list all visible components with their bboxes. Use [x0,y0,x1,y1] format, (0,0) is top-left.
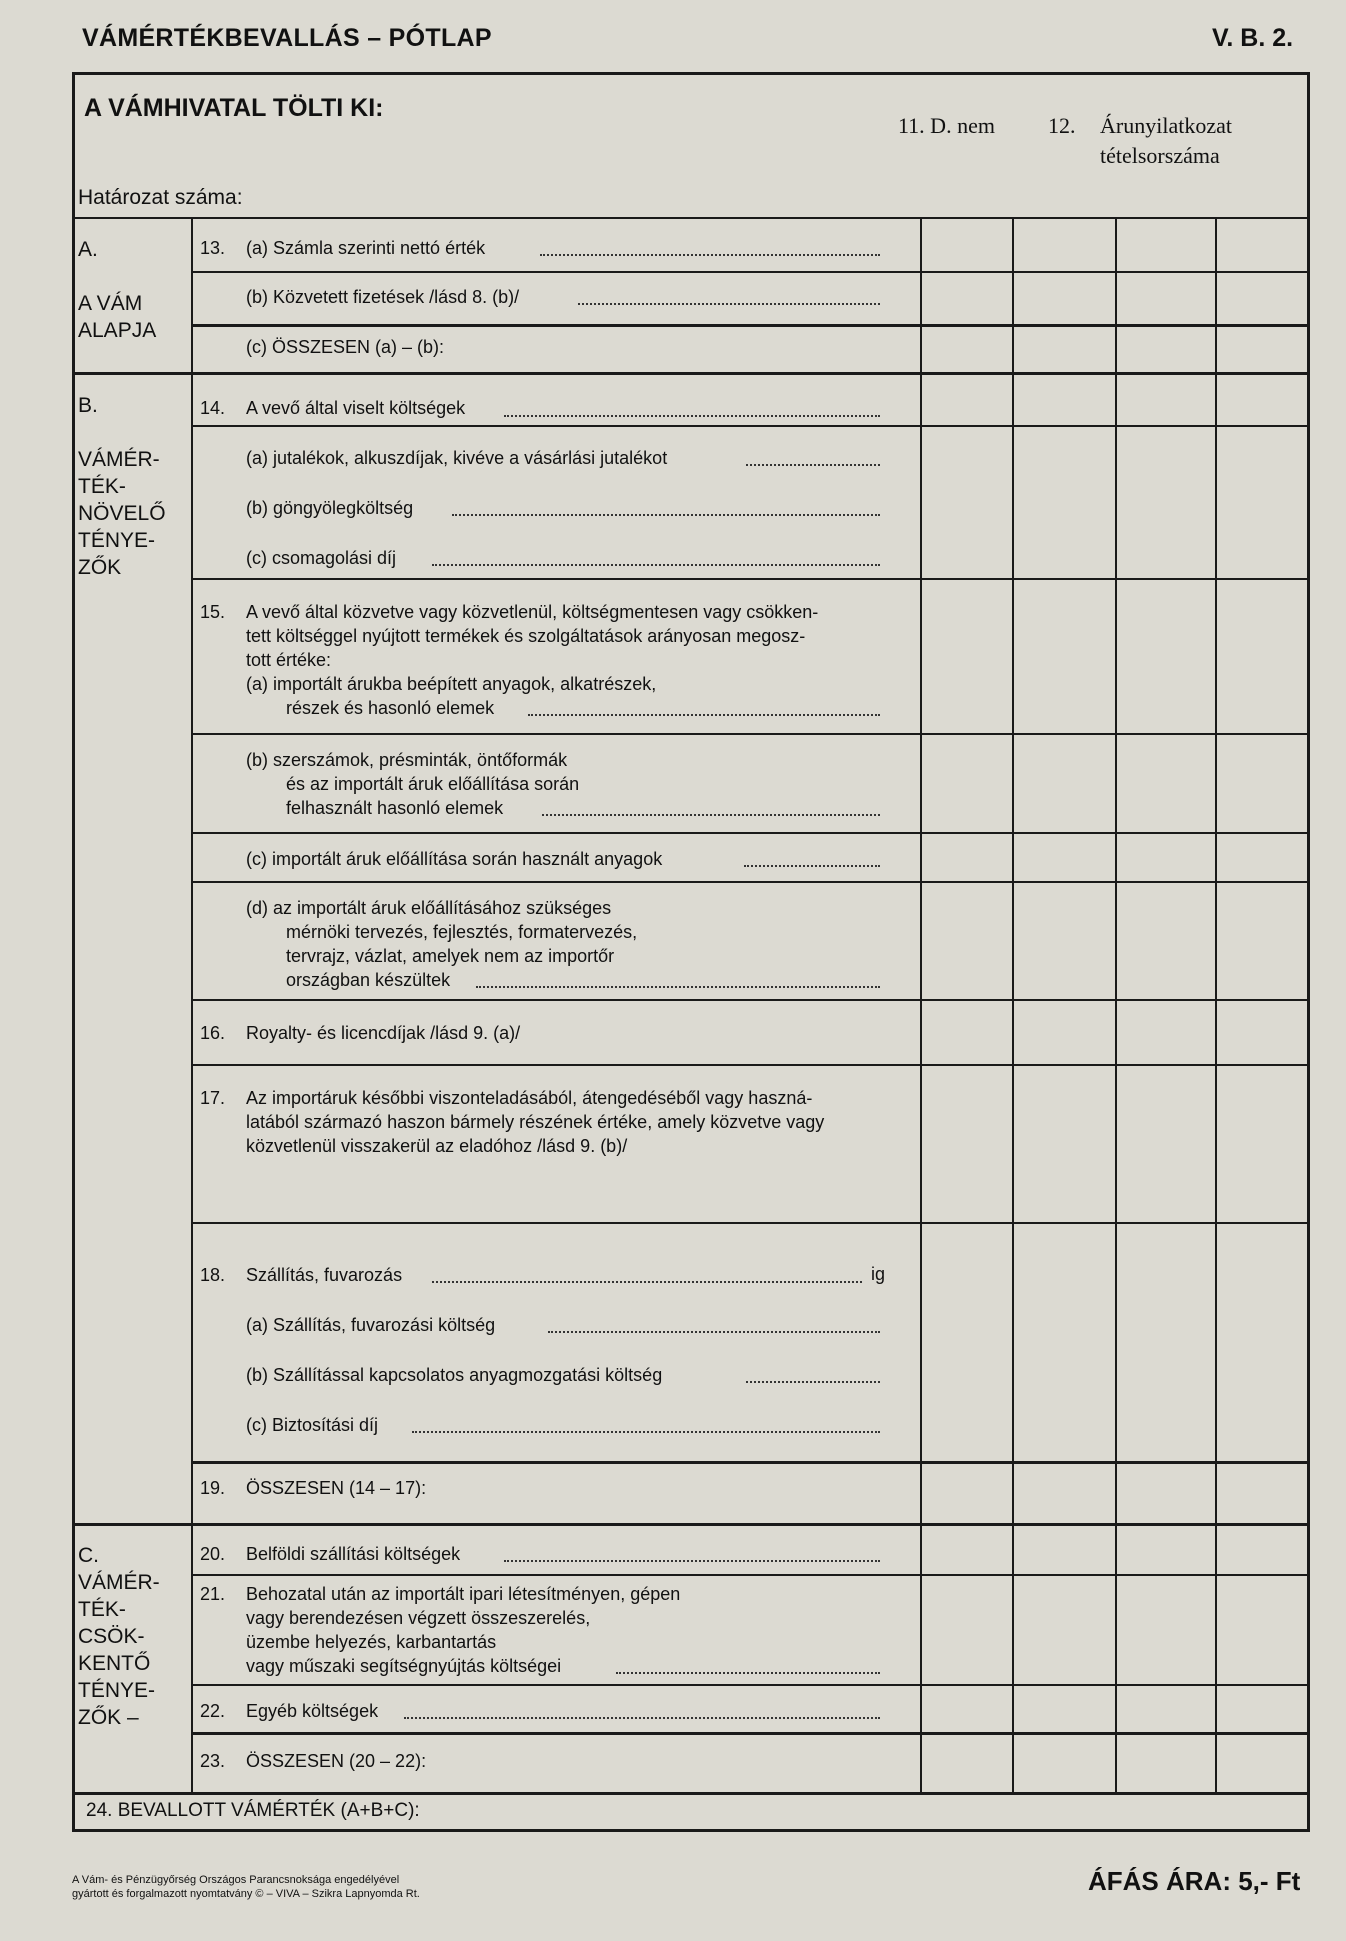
dotted-leader [504,1560,880,1562]
dotted-leader [452,514,880,516]
row-label: (c) Biztosítási díj [246,1415,379,1435]
column-12-header-line2: tételsorszáma [1100,143,1220,168]
column-12-number: 12. [1048,113,1076,138]
row-divider [191,832,1310,834]
row-divider [191,1064,1310,1066]
row-label-line4: vagy műszaki segítségnyújtás költségei [246,1656,562,1676]
row-label: ÖSSZESEN (20 – 22): [246,1751,427,1771]
row-number: 13. [200,238,226,258]
row-label-line3: tott értéke: [246,650,332,670]
section-c-title-line3: CSÖK- [78,1625,145,1648]
row-label-line1: (a) importált árukba beépített anyagok, alkatrészek, [246,674,657,694]
row-number: 14. [200,398,226,418]
section-b-title-line5: ZŐK [78,556,122,579]
row-label-line2: mérnöki tervezés, fejlesztés, formatervezés, [286,922,638,942]
section-c-title-line2: TÉK- [78,1598,126,1621]
section-divider [72,1523,1310,1526]
footer-imprint-line1: A Vám- és Pénzügyőrség Országos Parancsnoksága engedélyével [72,1874,400,1886]
row-number: 18. [200,1265,226,1285]
row-divider [191,1461,1310,1464]
row-number: 19. [200,1478,226,1498]
section-c-title-line1: VÁMÉR- [78,1571,160,1594]
dotted-leader [746,1381,880,1383]
dotted-leader [504,415,880,417]
row-label-line3: üzembe helyezés, karbantartás [246,1632,497,1652]
row-divider [191,1222,1310,1224]
row-divider [191,324,1310,327]
dotted-leader [476,986,880,988]
form-code: V. B. 2. [1212,24,1294,52]
value-column-divider-3 [1115,217,1117,1794]
section-c-title-line5: TÉNYE- [78,1679,156,1702]
table-top-border [72,217,1310,219]
section-a-letter: A. [78,238,98,261]
row-number: 22. [200,1701,226,1721]
section-column-divider [191,217,193,1794]
row-label: (c) ÖSSZESEN (a) – (b): [246,337,445,357]
value-column-divider-1 [920,217,922,1794]
footer-imprint [72,1873,420,1901]
row-divider [191,1732,1310,1735]
row-label: Royalty- és licencdíjak /lásd 9. (a)/ [246,1023,521,1043]
section-c-title-line6: ZŐK – [78,1706,139,1729]
form-title: VÁMÉRTÉKBEVALLÁS – PÓTLAP [82,24,492,52]
section-a-title-line2: ALAPJA [78,319,157,342]
row-label-line1: A vevő által közvetve vagy közvetlenül, költségmentesen vagy csökken- [246,602,819,622]
row-label-line2: latából származó haszon bármely részének értéke, amely közvetve vagy [246,1112,825,1132]
row-label: (c) csomagolási díj [246,548,397,568]
row-number: 16. [200,1023,226,1043]
section-divider [72,372,1310,375]
section-b-title-line3: NÖVELŐ [78,502,166,525]
row-label: (a) Számla szerinti nettó érték [246,238,486,258]
row-label: ÖSSZESEN (14 – 17): [246,1478,427,1498]
row-label-line2: és az importált áruk előállítása során [286,774,580,794]
row-label-line3: tervrajz, vázlat, amelyek nem az importőr [286,946,615,966]
row-label: (b) Közvetett fizetések /lásd 8. (b)/ [246,287,520,307]
row-label: (c) importált áruk előállítása során használt anyagok [246,849,663,869]
dotted-leader [746,464,880,466]
value-column-divider-4 [1215,217,1217,1794]
row-label-line2: vagy berendezésen végzett összeszerelés, [246,1608,591,1628]
section-divider [72,1792,1310,1795]
row-label: Szállítás, fuvarozás [246,1265,403,1285]
row-label: (b) göngyölegköltség [246,498,414,518]
row-divider [191,999,1310,1001]
column-12-header-line1: Árunyilatkozat [1100,113,1232,138]
dotted-leader [744,865,880,867]
row-number: 21. [200,1584,226,1604]
row-label: A vevő által viselt költségek [246,398,466,418]
column-11-header: 11. D. nem [898,113,995,138]
row-label: Egyéb költségek [246,1701,379,1721]
decision-number-label: Határozat száma: [78,186,243,209]
row-divider [191,578,1310,580]
dotted-leader [432,564,880,566]
row-label-line3: felhasznált hasonló elemek [286,798,504,818]
dotted-leader [540,254,880,256]
row-label-line3: közvetlenül visszakerül az eladóhoz /lásd 9. (b)/ [246,1136,628,1156]
row-label-line2: tett költséggel nyújtott termékek és szolgáltatások arányosan megosz- [246,626,806,646]
row-label-line2: részek és hasonló elemek [286,698,495,718]
row-divider [191,271,1310,273]
office-heading: A VÁMHIVATAL TÖLTI KI: [84,94,384,122]
row-label: (a) Szállítás, fuvarozási költség [246,1315,496,1335]
section-c-title-line4: KENTŐ [78,1652,151,1675]
section-b-letter: B. [78,394,98,417]
row-divider [191,1684,1310,1686]
row-label: (b) Szállítással kapcsolatos anyagmozgatási költség [246,1365,663,1385]
row-number: 23. [200,1751,226,1771]
row-divider [191,733,1310,735]
section-b-title-line1: VÁMÉR- [78,448,160,471]
dotted-leader [548,1331,880,1333]
row-18-suffix: ig [871,1264,886,1284]
row-divider [191,1574,1310,1576]
dotted-leader [542,814,880,816]
section-a-title-line1: A VÁM [78,292,143,315]
dotted-leader [528,714,880,716]
section-b-title-line2: TÉK- [78,475,126,498]
row-label-line1: (b) szerszámok, présminták, öntőformák [246,750,568,770]
dotted-leader [616,1672,880,1674]
row-label-line4: országban készültek [286,970,451,990]
footer-imprint-line2: gyártott és forgalmazott nyomtatvány © – VIVA – Szikra Lapnyomda Rt. [72,1888,420,1900]
row-number: 15. [200,602,226,622]
section-c-letter: C. [78,1544,99,1567]
dotted-leader [404,1717,880,1719]
dotted-leader [412,1431,880,1433]
row-number: 20. [200,1544,226,1564]
row-24: 24. BEVALLOTT VÁMÉRTÉK (A+B+C): [86,1800,420,1821]
row-number: 17. [200,1088,226,1108]
row-label: Belföldi szállítási költségek [246,1544,461,1564]
row-label-line1: Behozatal után az importált ipari létesítményen, gépen [246,1584,681,1604]
row-divider [191,881,1310,883]
value-column-divider-2 [1012,217,1014,1794]
row-label: (a) jutalékok, alkuszdíjak, kivéve a vásárlási jutalékot [246,448,668,468]
footer-price: ÁFÁS ÁRA: 5,- Ft [1088,1866,1301,1896]
row-label-line1: (d) az importált áruk előállításához szükséges [246,898,612,918]
row-label-line1: Az importáruk későbbi viszonteladásából, átengedéséből vagy haszná- [246,1088,813,1108]
row-divider [191,425,1310,427]
section-b-title-line4: TÉNYE- [78,529,156,552]
dotted-leader [432,1281,862,1283]
dotted-leader [578,303,880,305]
